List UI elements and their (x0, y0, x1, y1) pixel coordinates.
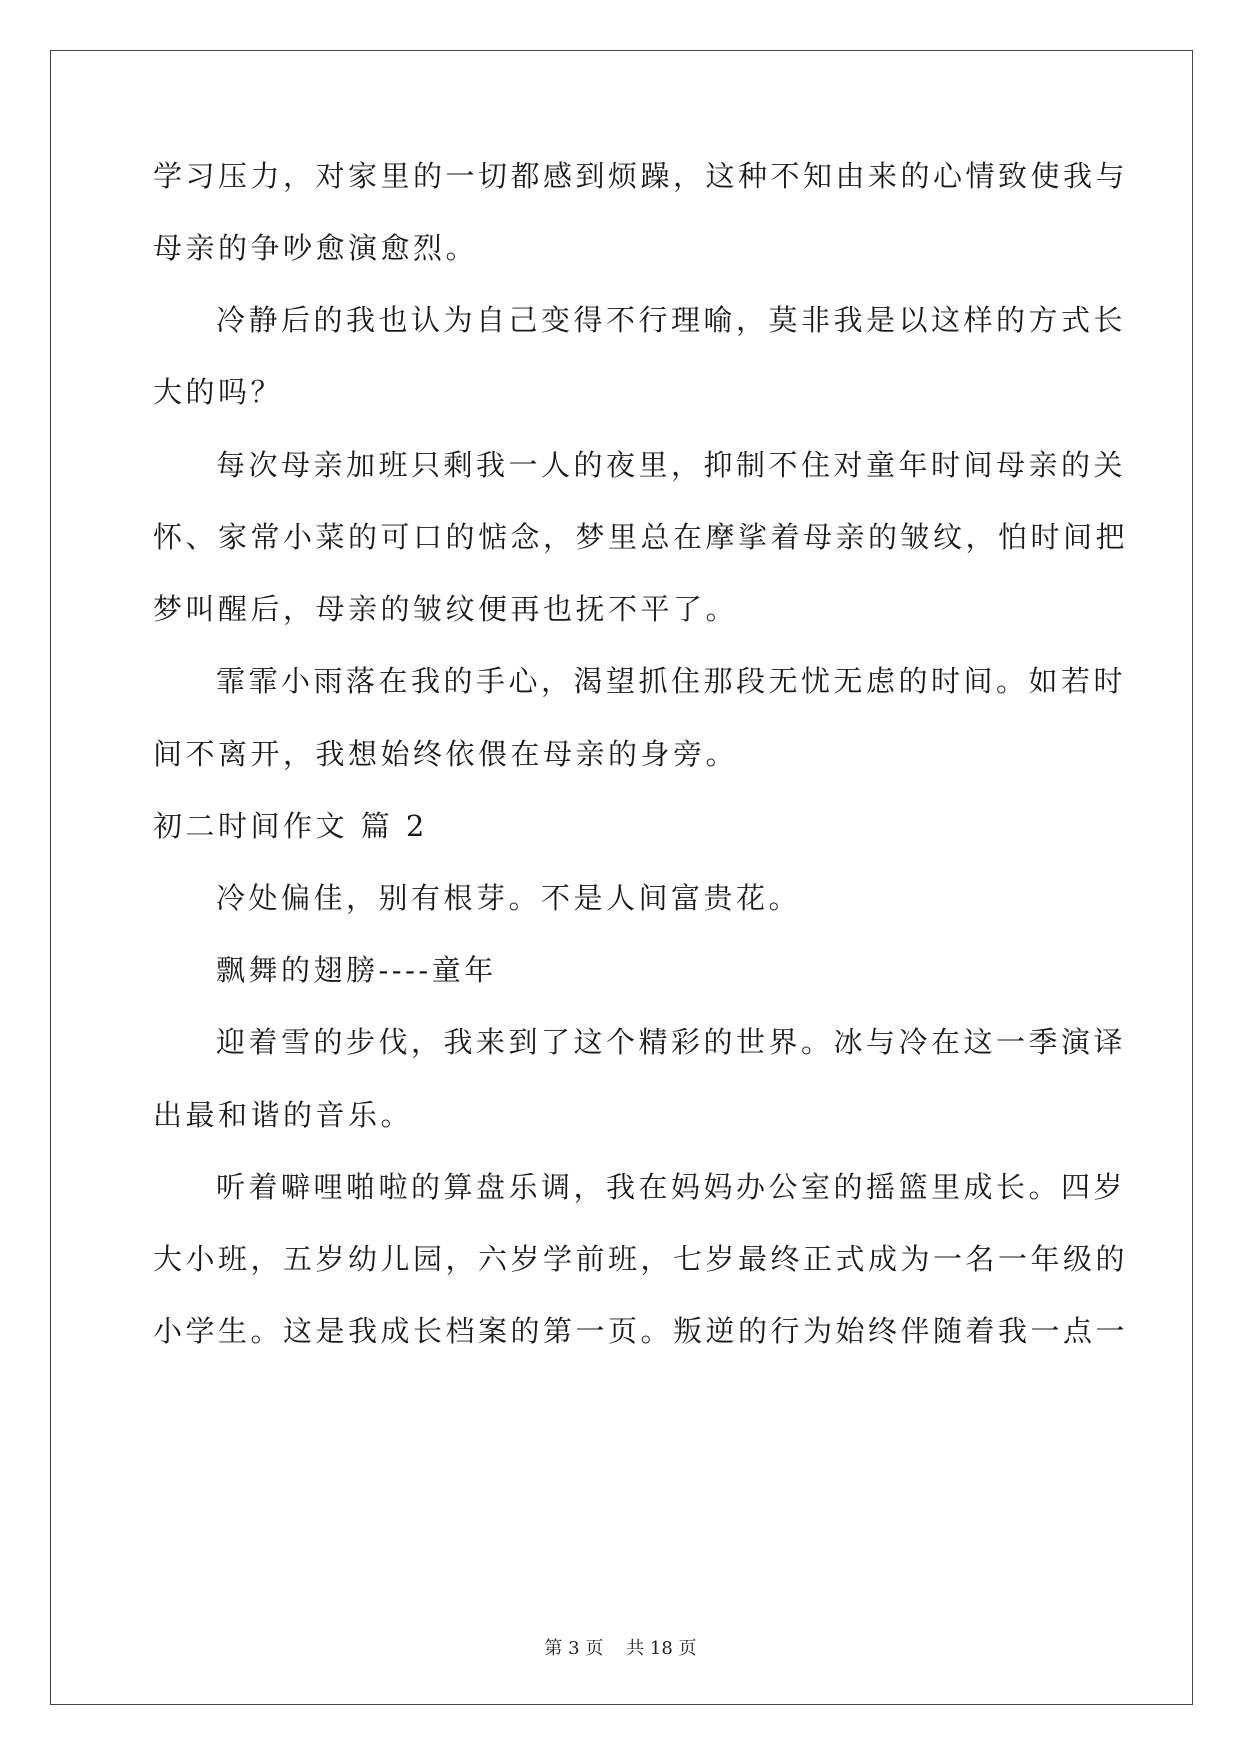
text-line: 大的吗？ (153, 375, 284, 409)
paragraph-line: 冷处偏佳，别有根芽。不是人间富贵花。 (216, 881, 802, 915)
text-line: 间不离开，我想始终依偎在母亲的身旁。 (153, 737, 739, 771)
text-line: 出最和谐的音乐。 (153, 1098, 414, 1132)
text-line: 大小班，五岁幼儿园，六岁学前班，七岁最终正式成为一名一年级的 (153, 1242, 1129, 1276)
section-heading: 初二时间作文 篇 2 (153, 809, 428, 843)
paragraph-line: 听着噼哩啪啦的算盘乐调，我在妈妈办公室的摇篮里成长。四岁 (216, 1170, 1127, 1204)
text-line: 母亲的争吵愈演愈烈。 (153, 231, 479, 265)
text-line: 怀、家常小菜的可口的惦念，梦里总在摩挲着母亲的皱纹，怕时间把 (153, 520, 1129, 554)
page-number: 第 3 页 共 18 页 (544, 1638, 697, 1659)
paragraph-line: 每次母亲加班只剩我一人的夜里，抑制不住对童年时间母亲的关 (216, 448, 1127, 482)
text-line: 梦叫醒后，母亲的皱纹便再也抚不平了。 (153, 592, 739, 626)
paragraph-line: 迎着雪的步伐，我来到了这个精彩的世界。冰与冷在这一季演译 (216, 1025, 1127, 1059)
paragraph-line: 飘舞的翅膀----童年 (216, 953, 497, 987)
text-line: 小学生。这是我成长档案的第一页。叛逆的行为始终伴随着我一点一 (153, 1314, 1129, 1348)
paragraph-line: 冷静后的我也认为自己变得不行理喻，莫非我是以这样的方式长 (216, 303, 1127, 337)
page-footer (0, 1637, 1241, 1661)
text-line: 学习压力，对家里的一切都感到烦躁，这种不知由来的心情致使我与 (153, 159, 1129, 193)
paragraph-line: 霏霏小雨落在我的手心，渴望抓住那段无忧无虑的时间。如若时 (216, 664, 1127, 698)
